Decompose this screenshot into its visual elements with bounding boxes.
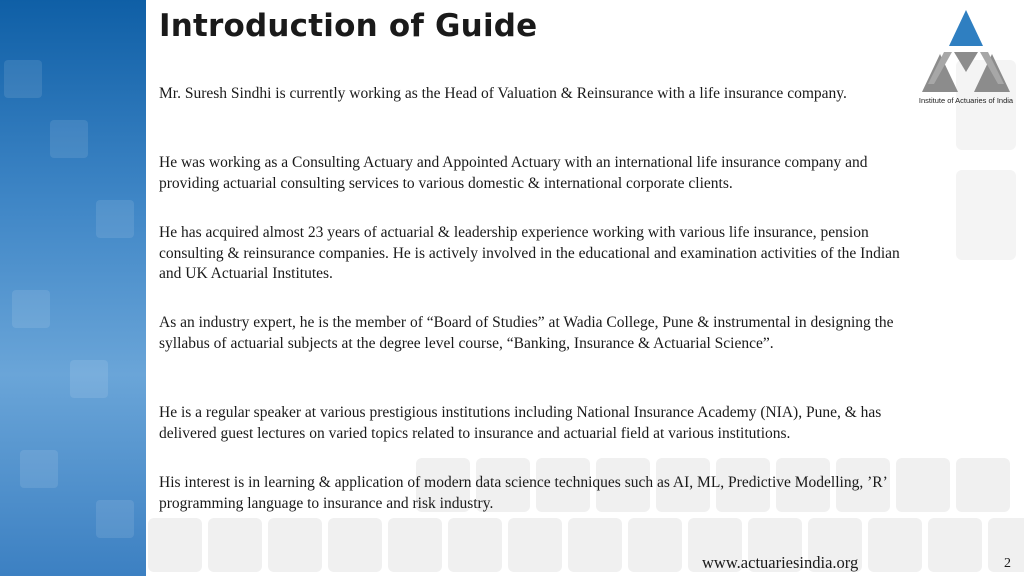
intro-paragraph-4: As an industry expert, he is the member of “Board of Studies” at Wadia College, Pune & instrumental in designing the syllabus of actuarial subjects at the degree level course, “Banking, Insurance & Actuarial Science”. [159, 314, 894, 352]
iai-triangle-logo-icon [914, 8, 1018, 96]
iai-logo [914, 8, 1018, 108]
logo-caption: Institute of Actuaries of India [918, 96, 1014, 105]
sidebar-decor-square [20, 450, 58, 488]
intro-paragraph-6: His interest is in learning & application of modern data science techniques such as AI, ML, Predictive Modelling, ’R’ programming language to insurance and risk industry. [159, 474, 887, 512]
intro-paragraph-5: He is a regular speaker at various prestigious institutions including National Insurance Academy (NIA), Pune, & has delivered guest lectures on varied topics related to insurance and actuarial field at various institutions. [159, 404, 882, 442]
intro-paragraph-2: He was working as a Consulting Actuary and Appointed Actuary with an international life insurance company and providing actuarial consulting services to various domestic & international corporate clients. [159, 154, 868, 192]
intro-paragraph-3: He has acquired almost 23 years of actuarial & leadership experience working with various life insurance, pension consulting & reinsurance companies. He is actively involved in the educational and examination activities of the Indian and UK Actuarial Institutes. [159, 224, 900, 282]
intro-paragraph-1: Mr. Suresh Sindhi is currently working as the Head of Valuation & Reinsurance with a life insurance company. [159, 85, 847, 102]
sidebar-decor-square [50, 120, 88, 158]
sidebar-decor-square [70, 360, 108, 398]
footer-website: www.actuariesindia.org [702, 553, 859, 572]
sidebar-decor-square [96, 500, 134, 538]
sidebar-decor-square [4, 60, 42, 98]
slide-title: Introduction of Guide [159, 8, 538, 44]
slide-content-area [146, 0, 1024, 576]
sidebar-decor-square [12, 290, 50, 328]
page-number: 2 [1004, 556, 1011, 571]
sidebar-decor-square [96, 200, 134, 238]
left-sidebar-band [0, 0, 146, 576]
